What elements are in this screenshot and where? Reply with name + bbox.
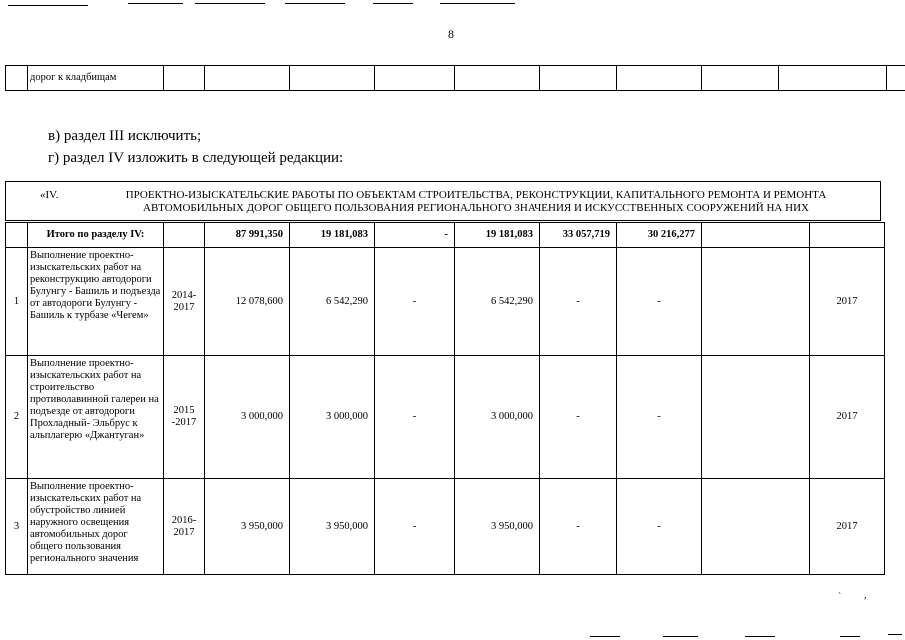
table-cell bbox=[290, 66, 375, 91]
handwritten-mark: , bbox=[864, 590, 867, 601]
table-cell: дорог к кладбищам bbox=[28, 66, 164, 91]
section-number: «IV. bbox=[40, 189, 59, 201]
table-cell: 3 950,000 bbox=[205, 479, 290, 575]
scan-line bbox=[8, 5, 88, 6]
scan-line bbox=[663, 636, 698, 637]
table-cell: - bbox=[375, 223, 455, 248]
scan-line bbox=[128, 3, 183, 4]
row-name: Выполнение проектно-изыскательских работ на реконструкцию автодороги Булунгу - Башиль и подъезда от автодороги Булунгу - Башиль к турбазе «Чегем» bbox=[28, 248, 164, 356]
section-table bbox=[5, 222, 885, 575]
scan-line bbox=[745, 636, 775, 637]
table-cell: 19 181,083 bbox=[290, 223, 375, 248]
table-cell: 2017 bbox=[810, 356, 885, 479]
table-cell: 3 000,000 bbox=[455, 356, 540, 479]
table-cell: 3 950,000 bbox=[455, 479, 540, 575]
previous-table bbox=[5, 65, 905, 91]
scan-line bbox=[440, 3, 515, 4]
scan-line bbox=[590, 636, 620, 637]
table-cell bbox=[6, 223, 28, 248]
table-cell: - bbox=[617, 356, 702, 479]
table-cell bbox=[375, 66, 455, 91]
table-cell: 2017 bbox=[810, 479, 885, 575]
table-cell: 6 542,290 bbox=[455, 248, 540, 356]
table-cell: - bbox=[617, 479, 702, 575]
table-cell: 87 991,350 bbox=[205, 223, 290, 248]
table-cell: - bbox=[540, 356, 617, 479]
table-cell: 3 950,000 bbox=[290, 479, 375, 575]
page-number: 8 bbox=[448, 27, 454, 41]
section-title: ПРОЕКТНО-ИЗЫСКАТЕЛЬСКИЕ РАБОТЫ ПО ОБЪЕКТАМ СТРОИТЕЛЬСТВА, РЕКОНСТРУКЦИИ, КАПИТАЛЬНОГО РЕМОНТА И РЕМОНТА АВТОМОБИЛЬНЫХ ДОРОГ ОБЩЕГО ПОЛЬЗОВАНИЯ РЕГИОНАЛЬНОГО ЗНАЧЕНИЯ И ИСКУССТВЕННЫХ СООРУЖЕНИЙ НА НИХ bbox=[125, 189, 827, 214]
row-period: 2015 -2017 bbox=[164, 356, 205, 479]
paragraph-v: в) раздел III исключить; bbox=[48, 128, 202, 144]
table-cell: - bbox=[540, 479, 617, 575]
scan-line bbox=[888, 634, 902, 635]
table-cell bbox=[810, 223, 885, 248]
row-number: 2 bbox=[6, 356, 28, 479]
table-cell: 12 078,600 bbox=[205, 248, 290, 356]
total-row bbox=[6, 223, 885, 248]
total-label: Итого по разделу IV: bbox=[28, 223, 164, 248]
handwritten-mark: ` bbox=[838, 592, 842, 603]
scan-line bbox=[285, 3, 345, 4]
scan-line bbox=[373, 3, 413, 4]
table-cell bbox=[455, 66, 540, 91]
table-cell bbox=[702, 479, 810, 575]
table-row bbox=[6, 356, 885, 479]
table-cell: 6 542,290 bbox=[290, 248, 375, 356]
table-cell: - bbox=[375, 248, 455, 356]
table-cell bbox=[6, 66, 28, 91]
table-cell bbox=[540, 66, 617, 91]
table-cell: 2017 bbox=[810, 248, 885, 356]
table-cell bbox=[617, 66, 702, 91]
table-row bbox=[6, 66, 905, 91]
table-cell: 33 057,719 bbox=[540, 223, 617, 248]
paragraph-g: г) раздел IV изложить в следующей редакции: bbox=[48, 150, 344, 166]
row-period: 2016-2017 bbox=[164, 479, 205, 575]
table-cell bbox=[702, 223, 810, 248]
section-header bbox=[5, 181, 881, 221]
table-cell: 3 000,000 bbox=[290, 356, 375, 479]
table-row bbox=[6, 248, 885, 356]
scan-line bbox=[195, 3, 265, 4]
table-cell: - bbox=[540, 248, 617, 356]
table-cell bbox=[887, 66, 905, 91]
row-name: Выполнение проектно-изыскательских работ на обустройство линией наружного освещения автомобильных дорог общего пользования регионального значения bbox=[28, 479, 164, 575]
table-cell: 19 181,083 bbox=[455, 223, 540, 248]
row-number: 1 bbox=[6, 248, 28, 356]
row-name: Выполнение проектно-изыскательских работ на строительство противолавинной галереи на подъезде от автодороги Прохладный- Эльбрус к альплагерю «Джантуган» bbox=[28, 356, 164, 479]
table-cell bbox=[779, 66, 887, 91]
row-period: 2014-2017 bbox=[164, 248, 205, 356]
table-row bbox=[6, 479, 885, 575]
table-cell: - bbox=[617, 248, 702, 356]
table-cell bbox=[205, 66, 290, 91]
table-cell bbox=[164, 223, 205, 248]
table-cell: 3 000,000 bbox=[205, 356, 290, 479]
table-cell: 30 216,277 bbox=[617, 223, 702, 248]
table-cell bbox=[702, 356, 810, 479]
row-number: 3 bbox=[6, 479, 28, 575]
table-cell bbox=[702, 66, 779, 91]
table-cell bbox=[702, 248, 810, 356]
table-cell: - bbox=[375, 356, 455, 479]
table-cell: - bbox=[375, 479, 455, 575]
table-cell bbox=[164, 66, 205, 91]
scan-line bbox=[840, 636, 860, 637]
